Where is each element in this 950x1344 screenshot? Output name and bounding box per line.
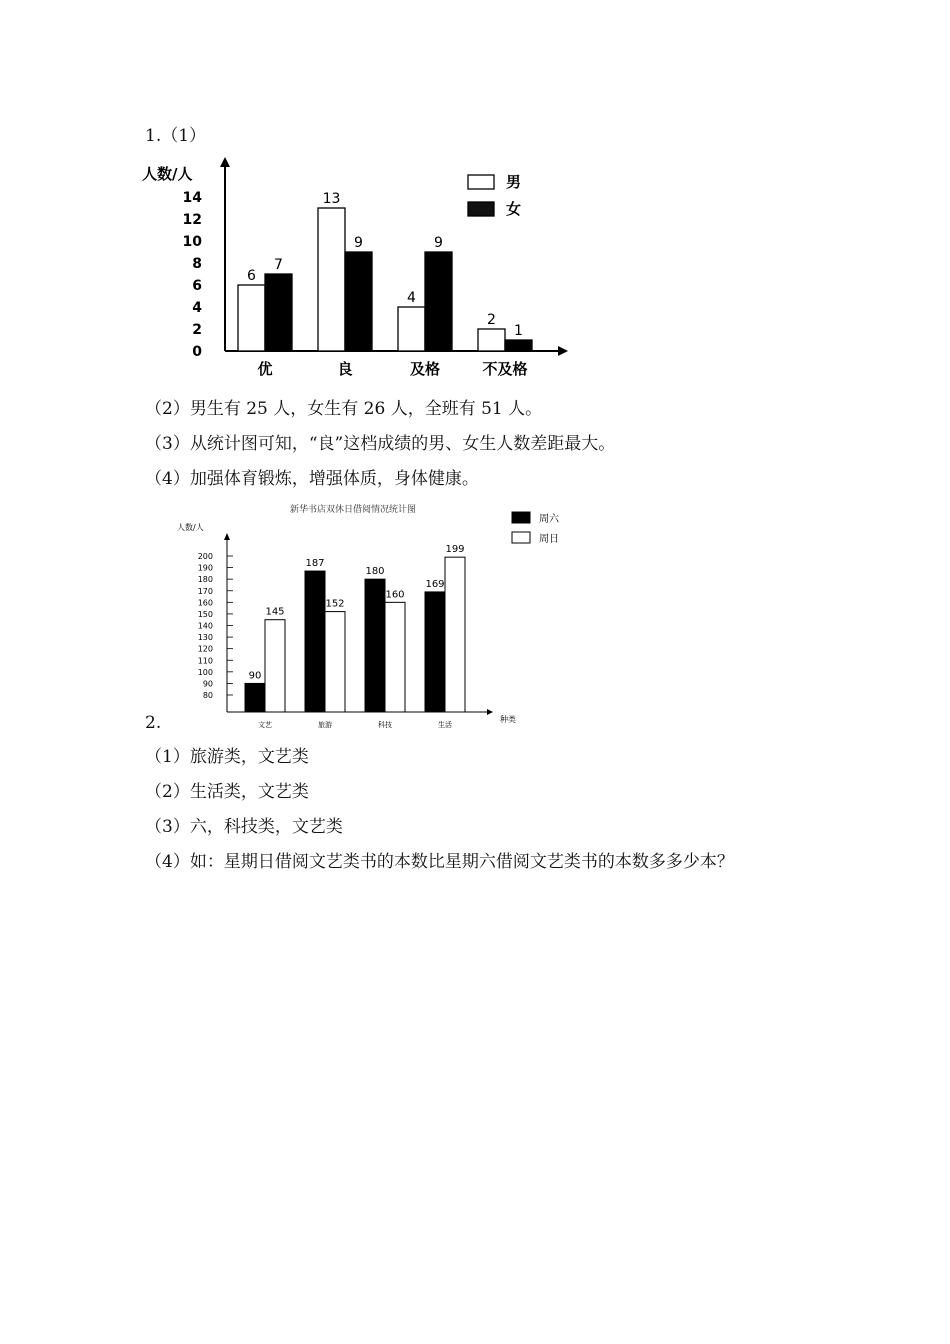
x-tick-label: 不及格 [482,360,528,378]
y-tick-label: 10 [182,234,202,250]
y-tick-label: 12 [182,212,202,228]
bar-saturday [425,592,445,712]
data-label: 1 [514,323,523,339]
q2-answer-2: （2）生活类，文艺类 [145,782,309,802]
y-axis-label: 人数/人 [177,523,204,532]
legend-swatch-sunday [512,532,530,543]
bar-sunday [325,612,345,712]
q1-answer-2: （2）男生有 25 人，女生有 26 人，全班有 51 人。 [145,399,543,419]
y-axis-arrow [220,157,230,167]
y-tick-label: 110 [197,656,213,666]
y-axis-arrow [224,533,230,540]
y-tick-label: 4 [192,300,202,316]
data-label: 187 [305,558,325,570]
legend-swatch-female [468,202,494,216]
q2-answer-3: （3）六，科技类，文艺类 [145,817,343,837]
y-tick-label: 6 [192,278,202,294]
data-label: 180 [365,566,385,578]
x-tick-label: 生活 [438,721,452,729]
data-label: 169 [425,578,445,590]
data-label: 9 [434,235,443,251]
bar-male [478,329,505,351]
data-label: 145 [265,606,285,618]
bar-sunday [265,620,285,712]
data-label: 199 [445,544,465,556]
bar-saturday [245,683,265,712]
data-label: 9 [354,235,363,251]
bar-female [265,274,292,351]
bar-female [505,340,532,351]
legend-label-saturday: 周六 [539,514,559,525]
x-tick-label: 科技 [378,721,392,729]
bookstore-bar-chart [175,500,570,732]
data-label: 6 [247,268,256,284]
data-label: 90 [248,670,262,682]
y-tick-label: 14 [182,190,202,206]
data-label: 160 [385,589,405,601]
chart-title: 新华书店双休日借阅情况统计图 [289,505,417,515]
legend-label-female: 女 [506,200,522,218]
y-tick-label: 190 [197,563,213,573]
grades-bar-chart [140,155,580,385]
q2-answer-4: （4）如：星期日借阅文艺类书的本数比星期六借阅文艺类书的本数多多少本？ [145,852,734,872]
y-tick-label: 130 [197,633,213,643]
x-tick-label: 文艺 [258,721,272,729]
bar-male [318,208,345,351]
bar-saturday [305,571,325,712]
bar-male [238,285,265,351]
y-tick-label: 100 [197,667,213,677]
y-tick-label: 200 [197,552,213,561]
legend-label-male: 男 [506,173,522,191]
bar-female [345,252,372,351]
y-tick-label: 170 [197,586,213,596]
x-tick-label: 旅游 [318,721,332,729]
bar-male [398,307,425,351]
q2-answer-1: （1）旅游类，文艺类 [145,747,309,767]
y-tick-label: 90 [202,679,213,689]
q1-answer-4: （4）加强体育锻炼，增强体质，身体健康。 [145,469,479,489]
y-tick-label: 140 [197,621,213,631]
y-tick-label: 120 [197,644,213,654]
data-label: 152 [325,598,345,610]
data-label: 7 [274,257,283,273]
x-axis-label: 种类 [500,715,516,724]
x-tick-label: 优 [257,360,273,378]
y-tick-label: 180 [197,575,213,585]
data-label: 4 [407,290,416,306]
y-tick-label: 2 [192,322,202,338]
bar-sunday [385,602,405,712]
data-label: 13 [322,191,341,207]
y-tick-label: 150 [197,609,213,619]
x-axis-arrow [558,346,568,356]
bar-saturday [365,579,385,712]
y-tick-label: 160 [197,598,213,608]
x-tick-label: 良 [337,360,353,378]
q1-heading: 1.（1） [145,126,207,146]
data-label: 2 [487,312,496,328]
y-tick-label: 0 [192,344,202,360]
bar-female [425,252,452,351]
q2-heading: 2. [145,713,162,733]
x-tick-label: 及格 [409,360,441,378]
y-tick-label: 80 [202,691,213,700]
y-axis-label: 人数/人 [142,165,193,183]
q1-answer-3: （3）从统计图可知，“良”这档成绩的男、女生人数差距最大。 [145,434,616,454]
bar-sunday [445,557,465,712]
legend-swatch-saturday [512,512,530,523]
legend-swatch-male [468,175,494,189]
y-tick-label: 8 [192,256,202,272]
x-axis-arrow [487,709,493,715]
legend-label-sunday: 周日 [539,534,559,545]
